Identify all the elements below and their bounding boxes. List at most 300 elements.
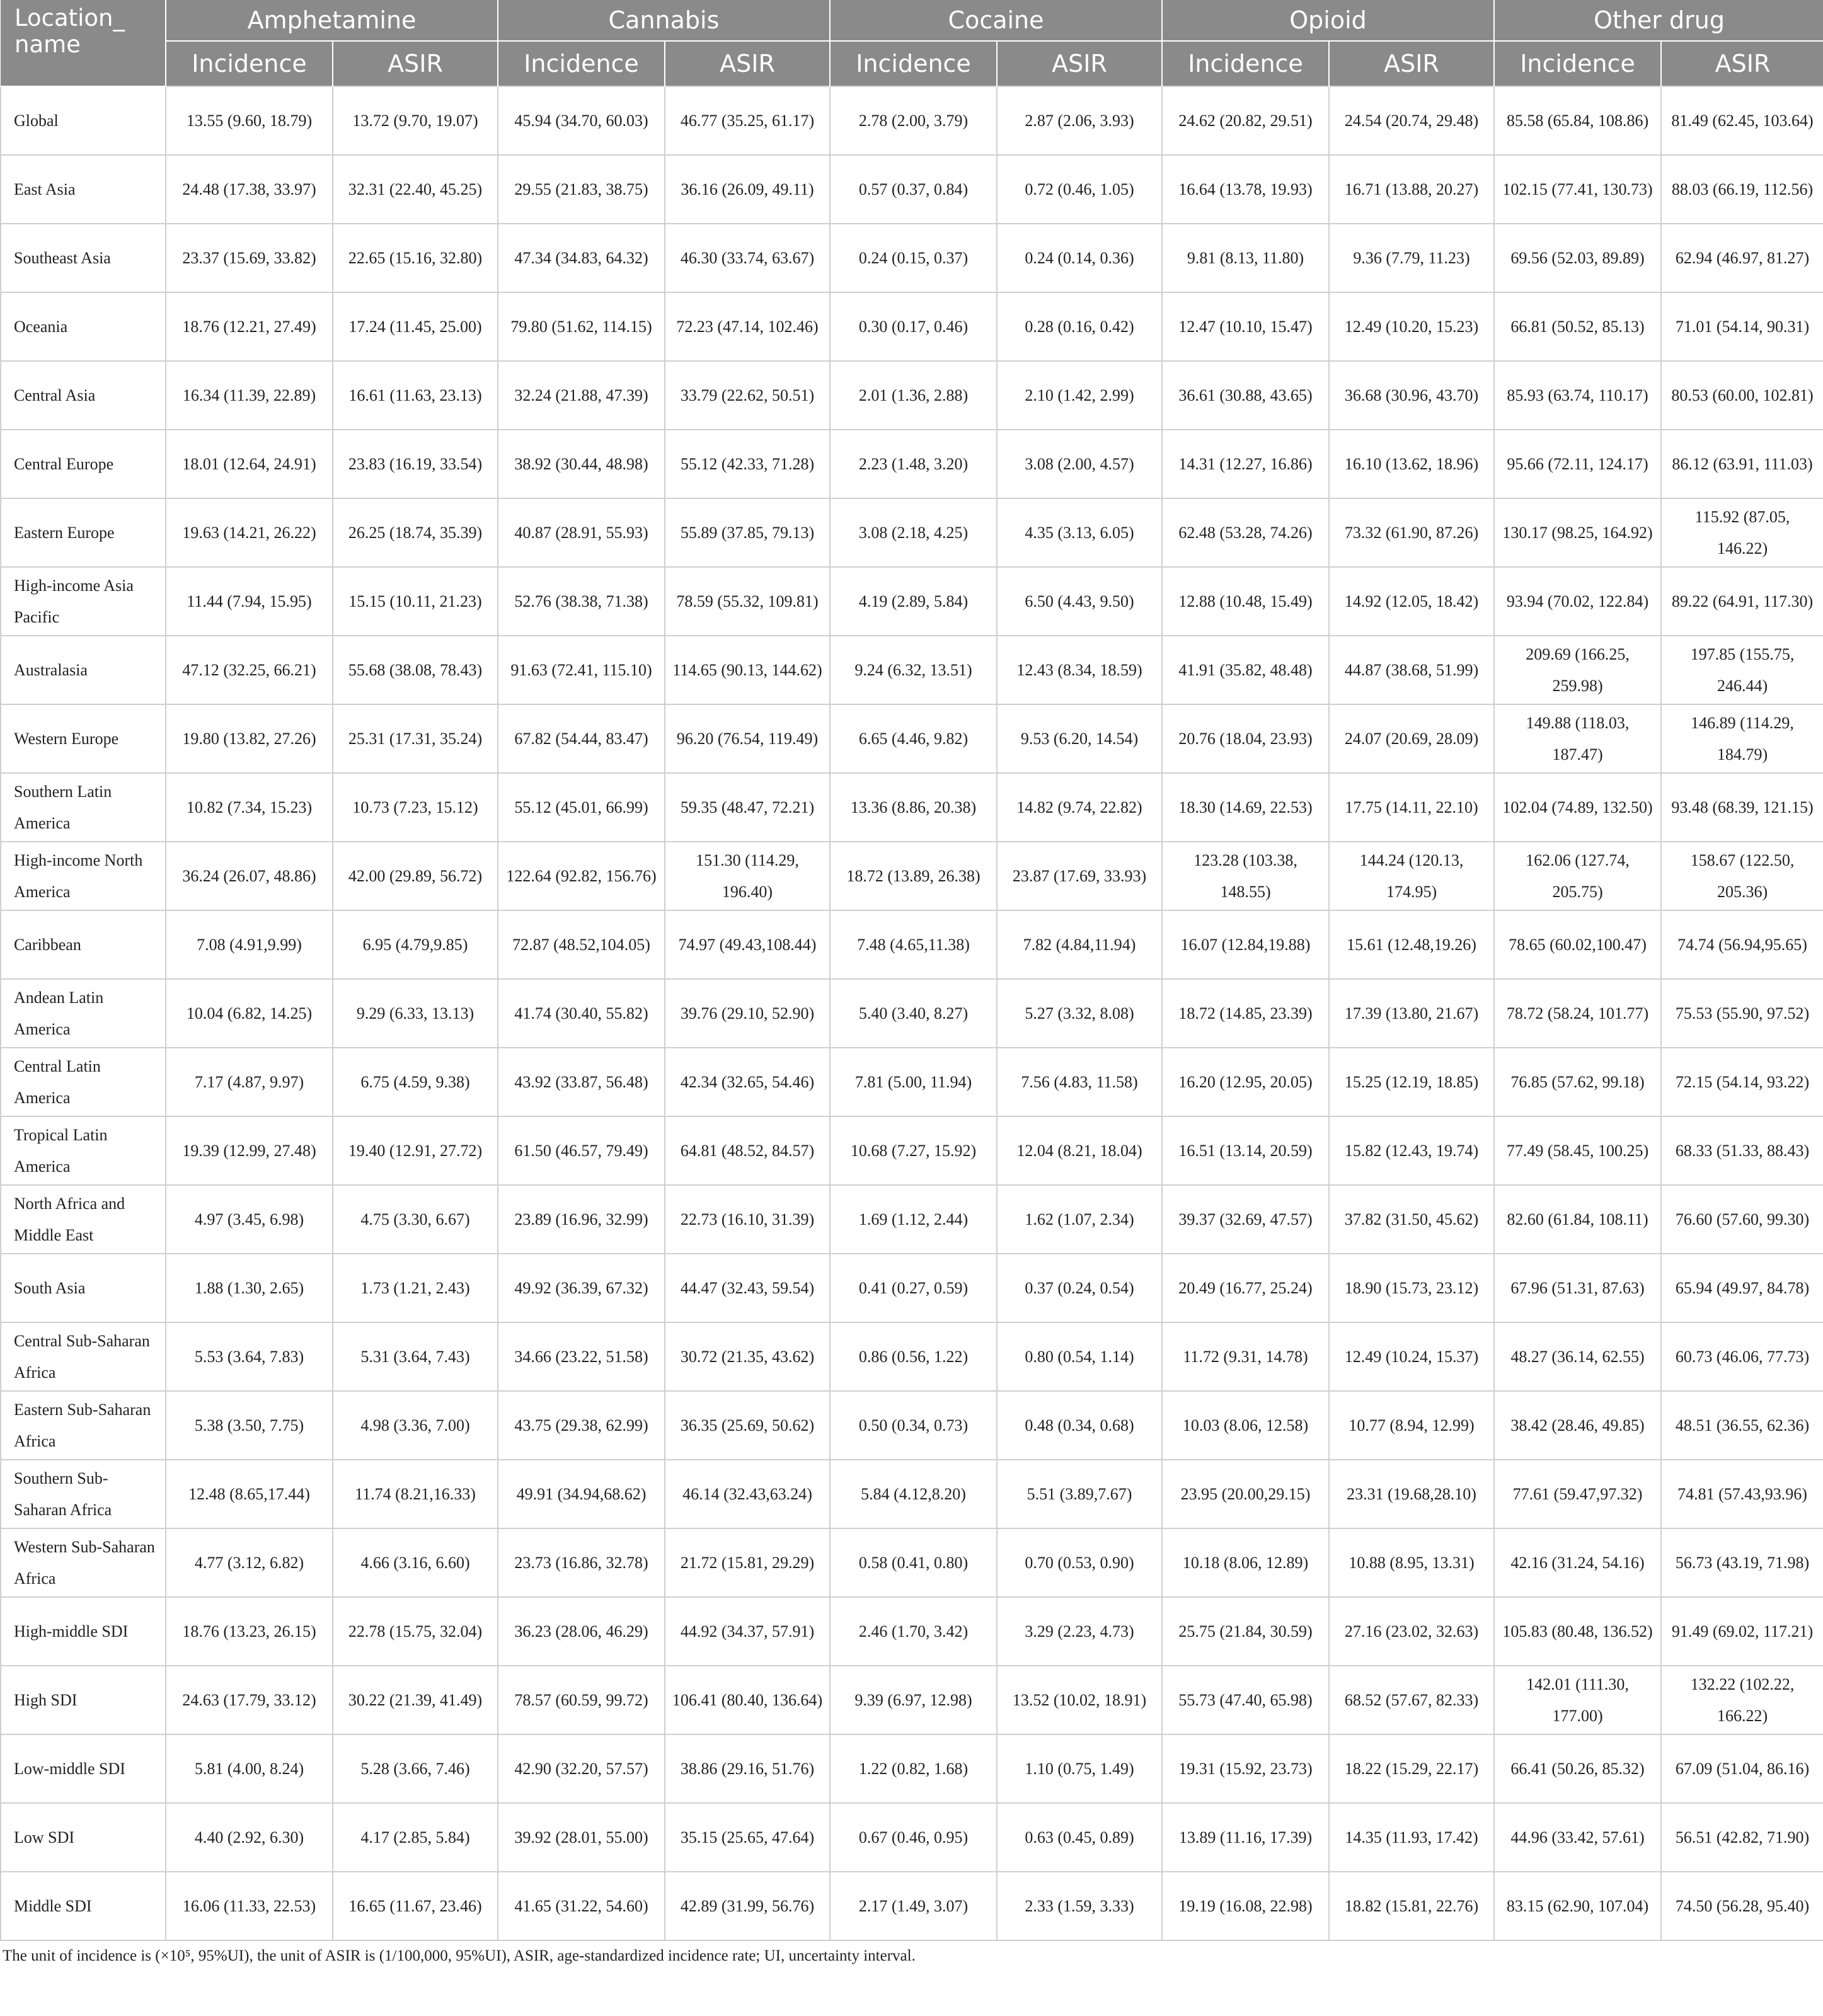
asir-cell: 68.33 (51.33, 88.43) <box>1661 1116 1823 1185</box>
asir-cell: 55.12 (42.33, 71.28) <box>665 430 830 498</box>
location-name-cell: Central Asia <box>1 361 166 430</box>
asir-cell: 22.78 (15.75, 32.04) <box>333 1597 498 1666</box>
location-name-cell: Oceania <box>1 292 166 361</box>
incidence-cell: 19.80 (13.82, 27.26) <box>166 704 333 773</box>
incidence-cell: 24.63 (17.79, 33.12) <box>166 1666 333 1734</box>
table-row <box>1 842 1823 910</box>
incidence-cell: 16.20 (12.95, 20.05) <box>1162 1048 1329 1116</box>
incidence-cell: 77.61 (59.47,97.32) <box>1494 1460 1661 1528</box>
incidence-cell: 91.63 (72.41, 115.10) <box>498 636 665 704</box>
location-name-cell: Southeast Asia <box>1 224 166 292</box>
asir-cell: 17.75 (14.11, 22.10) <box>1329 773 1494 842</box>
incidence-cell: 5.81 (4.00, 8.24) <box>166 1734 333 1803</box>
incidence-cell: 9.24 (6.32, 13.51) <box>830 636 997 704</box>
incidence-cell: 4.77 (3.12, 6.82) <box>166 1528 333 1597</box>
incidence-cell: 18.01 (12.64, 24.91) <box>166 430 333 498</box>
table-row <box>1 1803 1823 1872</box>
location-name-cell: North Africa and Middle East <box>1 1185 166 1254</box>
incidence-cell: 69.56 (52.03, 89.89) <box>1494 224 1661 292</box>
asir-cell: 4.98 (3.36, 7.00) <box>333 1391 498 1460</box>
location-name-cell: Central Europe <box>1 430 166 498</box>
incidence-cell: 9.81 (8.13, 11.80) <box>1162 224 1329 292</box>
incidence-cell: 0.24 (0.15, 0.37) <box>830 224 997 292</box>
incidence-cell: 18.76 (13.23, 26.15) <box>166 1597 333 1666</box>
asir-cell: 36.16 (26.09, 49.11) <box>665 155 830 224</box>
incidence-cell: 9.39 (6.97, 12.98) <box>830 1666 997 1734</box>
asir-cell: 24.54 (20.74, 29.48) <box>1329 86 1494 155</box>
group-header-amphetamine: Amphetamine <box>166 0 498 41</box>
subheader-incidence: Incidence <box>166 41 333 86</box>
asir-cell: 74.81 (57.43,93.96) <box>1661 1460 1823 1528</box>
asir-cell: 16.65 (11.67, 23.46) <box>333 1872 498 1940</box>
location-name-cell: Andean Latin America <box>1 979 166 1048</box>
asir-cell: 46.14 (32.43,63.24) <box>665 1460 830 1528</box>
asir-cell: 56.73 (43.19, 71.98) <box>1661 1528 1823 1597</box>
asir-cell: 4.75 (3.30, 6.67) <box>333 1185 498 1254</box>
incidence-cell: 82.60 (61.84, 108.11) <box>1494 1185 1661 1254</box>
asir-cell: 86.12 (63.91, 111.03) <box>1661 430 1823 498</box>
incidence-cell: 5.38 (3.50, 7.75) <box>166 1391 333 1460</box>
location-name-cell: Central Latin America <box>1 1048 166 1116</box>
location-name-cell: Southern Latin America <box>1 773 166 842</box>
asir-cell: 71.01 (54.14, 90.31) <box>1661 292 1823 361</box>
incidence-cell: 16.07 (12.84,19.88) <box>1162 910 1329 979</box>
asir-cell: 114.65 (90.13, 144.62) <box>665 636 830 704</box>
incidence-cell: 10.68 (7.27, 15.92) <box>830 1116 997 1185</box>
incidence-cell: 55.73 (47.40, 65.98) <box>1162 1666 1329 1734</box>
incidence-cell: 0.86 (0.56, 1.22) <box>830 1322 997 1391</box>
asir-cell: 44.87 (38.68, 51.99) <box>1329 636 1494 704</box>
incidence-cell: 0.67 (0.46, 0.95) <box>830 1803 997 1872</box>
incidence-cell: 130.17 (98.25, 164.92) <box>1494 498 1661 567</box>
asir-cell: 12.49 (10.24, 15.37) <box>1329 1322 1494 1391</box>
asir-cell: 15.82 (12.43, 19.74) <box>1329 1116 1494 1185</box>
incidence-cell: 142.01 (111.30, 177.00) <box>1494 1666 1661 1734</box>
asir-cell: 3.29 (2.23, 4.73) <box>997 1597 1162 1666</box>
incidence-cell: 7.81 (5.00, 11.94) <box>830 1048 997 1116</box>
asir-cell: 13.52 (10.02, 18.91) <box>997 1666 1162 1734</box>
incidence-cell: 95.66 (72.11, 124.17) <box>1494 430 1661 498</box>
incidence-cell: 19.19 (16.08, 22.98) <box>1162 1872 1329 1940</box>
incidence-cell: 105.83 (80.48, 136.52) <box>1494 1597 1661 1666</box>
incidence-cell: 47.34 (34.83, 64.32) <box>498 224 665 292</box>
table-row <box>1 1528 1823 1597</box>
asir-cell: 1.73 (1.21, 2.43) <box>333 1254 498 1322</box>
incidence-cell: 23.89 (16.96, 32.99) <box>498 1185 665 1254</box>
incidence-cell: 32.24 (21.88, 47.39) <box>498 361 665 430</box>
asir-cell: 14.82 (9.74, 22.82) <box>997 773 1162 842</box>
table-row <box>1 1116 1823 1185</box>
table-footnote: The unit of incidence is (×10⁵, 95%UI), the unit of ASIR is (1/100,000, 95%UI), ASIR, age-standardized incidence rate; UI, uncertainty interval. <box>3 1947 916 1964</box>
asir-cell: 0.72 (0.46, 1.05) <box>997 155 1162 224</box>
asir-cell: 55.68 (38.08, 78.43) <box>333 636 498 704</box>
asir-cell: 151.30 (114.29, 196.40) <box>665 842 830 910</box>
asir-cell: 18.90 (15.73, 23.12) <box>1329 1254 1494 1322</box>
location-name-cell: Tropical Latin America <box>1 1116 166 1185</box>
incidence-cell: 2.01 (1.36, 2.88) <box>830 361 997 430</box>
incidence-cell: 18.72 (13.89, 26.38) <box>830 842 997 910</box>
incidence-cell: 67.96 (51.31, 87.63) <box>1494 1254 1661 1322</box>
incidence-cell: 66.81 (50.52, 85.13) <box>1494 292 1661 361</box>
asir-cell: 0.70 (0.53, 0.90) <box>997 1528 1162 1597</box>
asir-cell: 15.15 (10.11, 21.23) <box>333 567 498 636</box>
incidence-cell: 122.64 (92.82, 156.76) <box>498 842 665 910</box>
asir-cell: 9.29 (6.33, 13.13) <box>333 979 498 1048</box>
asir-cell: 68.52 (57.67, 82.33) <box>1329 1666 1494 1734</box>
asir-cell: 67.09 (51.04, 86.16) <box>1661 1734 1823 1803</box>
asir-cell: 13.72 (9.70, 19.07) <box>333 86 498 155</box>
asir-cell: 89.22 (64.91, 117.30) <box>1661 567 1823 636</box>
asir-cell: 106.41 (80.40, 136.64) <box>665 1666 830 1734</box>
asir-cell: 32.31 (22.40, 45.25) <box>333 155 498 224</box>
table-row <box>1 86 1823 155</box>
asir-cell: 12.49 (10.20, 15.23) <box>1329 292 1494 361</box>
incidence-cell: 62.48 (53.28, 74.26) <box>1162 498 1329 567</box>
asir-cell: 91.49 (69.02, 117.21) <box>1661 1597 1823 1666</box>
asir-cell: 38.86 (29.16, 51.76) <box>665 1734 830 1803</box>
incidence-cell: 85.93 (63.74, 110.17) <box>1494 361 1661 430</box>
incidence-cell: 102.15 (77.41, 130.73) <box>1494 155 1661 224</box>
incidence-cell: 36.61 (30.88, 43.65) <box>1162 361 1329 430</box>
asir-cell: 18.82 (15.81, 22.76) <box>1329 1872 1494 1940</box>
asir-cell: 0.63 (0.45, 0.89) <box>997 1803 1162 1872</box>
asir-cell: 42.34 (32.65, 54.46) <box>665 1048 830 1116</box>
incidence-cell: 1.69 (1.12, 2.44) <box>830 1185 997 1254</box>
asir-cell: 73.32 (61.90, 87.26) <box>1329 498 1494 567</box>
incidence-cell: 78.65 (60.02,100.47) <box>1494 910 1661 979</box>
asir-cell: 27.16 (23.02, 32.63) <box>1329 1597 1494 1666</box>
table-row <box>1 636 1823 704</box>
table-row <box>1 1597 1823 1666</box>
subheader-incidence: Incidence <box>1494 41 1661 86</box>
incidence-cell: 24.62 (20.82, 29.51) <box>1162 86 1329 155</box>
incidence-cell: 44.96 (33.42, 57.61) <box>1494 1803 1661 1872</box>
table-body <box>1 86 1823 1940</box>
incidence-cell: 2.17 (1.49, 3.07) <box>830 1872 997 1940</box>
asir-cell: 35.15 (25.65, 47.64) <box>665 1803 830 1872</box>
asir-cell: 197.85 (155.75, 246.44) <box>1661 636 1823 704</box>
incidence-cell: 20.76 (18.04, 23.93) <box>1162 704 1329 773</box>
incidence-cell: 16.06 (11.33, 22.53) <box>166 1872 333 1940</box>
incidence-cell: 12.48 (8.65,17.44) <box>166 1460 333 1528</box>
asir-cell: 0.37 (0.24, 0.54) <box>997 1254 1162 1322</box>
location-name-cell: High-income Asia Pacific <box>1 567 166 636</box>
asir-cell: 7.82 (4.84,11.94) <box>997 910 1162 979</box>
asir-cell: 74.97 (49.43,108.44) <box>665 910 830 979</box>
incidence-cell: 85.58 (65.84, 108.86) <box>1494 86 1661 155</box>
group-header-opioid: Opioid <box>1162 0 1494 41</box>
incidence-cell: 39.92 (28.01, 55.00) <box>498 1803 665 1872</box>
asir-cell: 48.51 (36.55, 62.36) <box>1661 1391 1823 1460</box>
incidence-cell: 16.64 (13.78, 19.93) <box>1162 155 1329 224</box>
asir-cell: 56.51 (42.82, 71.90) <box>1661 1803 1823 1872</box>
incidence-cell: 5.53 (3.64, 7.83) <box>166 1322 333 1391</box>
asir-cell: 42.00 (29.89, 56.72) <box>333 842 498 910</box>
incidence-cell: 41.74 (30.40, 55.82) <box>498 979 665 1048</box>
asir-cell: 25.31 (17.31, 35.24) <box>333 704 498 773</box>
incidence-cell: 39.37 (32.69, 47.57) <box>1162 1185 1329 1254</box>
asir-cell: 65.94 (49.97, 84.78) <box>1661 1254 1823 1322</box>
location-name-cell: South Asia <box>1 1254 166 1322</box>
incidence-cell: 0.41 (0.27, 0.59) <box>830 1254 997 1322</box>
asir-cell: 5.27 (3.32, 8.08) <box>997 979 1162 1048</box>
location-name-cell: Southern Sub-Saharan Africa <box>1 1460 166 1528</box>
incidence-cell: 34.66 (23.22, 51.58) <box>498 1322 665 1391</box>
incidence-cell: 6.65 (4.46, 9.82) <box>830 704 997 773</box>
asir-cell: 0.80 (0.54, 1.14) <box>997 1322 1162 1391</box>
incidence-cell: 12.88 (10.48, 15.49) <box>1162 567 1329 636</box>
asir-cell: 64.81 (48.52, 84.57) <box>665 1116 830 1185</box>
location-name-cell: High SDI <box>1 1666 166 1734</box>
asir-cell: 37.82 (31.50, 45.62) <box>1329 1185 1494 1254</box>
table-row <box>1 1666 1823 1734</box>
location-name-cell: Western Europe <box>1 704 166 773</box>
asir-cell: 11.74 (8.21,16.33) <box>333 1460 498 1528</box>
asir-cell: 46.77 (35.25, 61.17) <box>665 86 830 155</box>
table-row <box>1 1391 1823 1460</box>
asir-cell: 23.87 (17.69, 33.93) <box>997 842 1162 910</box>
asir-cell: 4.35 (3.13, 6.05) <box>997 498 1162 567</box>
location-name-cell: Global <box>1 86 166 155</box>
asir-cell: 42.89 (31.99, 56.76) <box>665 1872 830 1940</box>
incidence-cell: 19.63 (14.21, 26.22) <box>166 498 333 567</box>
incidence-cell: 43.92 (33.87, 56.48) <box>498 1048 665 1116</box>
incidence-cell: 7.17 (4.87, 9.97) <box>166 1048 333 1116</box>
incidence-cell: 11.72 (9.31, 14.78) <box>1162 1322 1329 1391</box>
incidence-cell: 11.44 (7.94, 15.95) <box>166 567 333 636</box>
incidence-cell: 40.87 (28.91, 55.93) <box>498 498 665 567</box>
incidence-cell: 45.94 (34.70, 60.03) <box>498 86 665 155</box>
incidence-cell: 13.89 (11.16, 17.39) <box>1162 1803 1329 1872</box>
asir-cell: 30.72 (21.35, 43.62) <box>665 1322 830 1391</box>
asir-cell: 115.92 (87.05, 146.22) <box>1661 498 1823 567</box>
asir-cell: 9.36 (7.79, 11.23) <box>1329 224 1494 292</box>
location-name-cell: High-middle SDI <box>1 1597 166 1666</box>
asir-cell: 74.50 (56.28, 95.40) <box>1661 1872 1823 1940</box>
incidence-cell: 79.80 (51.62, 114.15) <box>498 292 665 361</box>
subheader-asir: ASIR <box>333 41 498 86</box>
asir-cell: 10.73 (7.23, 15.12) <box>333 773 498 842</box>
table-row <box>1 1460 1823 1528</box>
incidence-cell: 13.55 (9.60, 18.79) <box>166 86 333 155</box>
asir-cell: 72.23 (47.14, 102.46) <box>665 292 830 361</box>
asir-cell: 21.72 (15.81, 29.29) <box>665 1528 830 1597</box>
incidence-cell: 36.24 (26.07, 48.86) <box>166 842 333 910</box>
incidence-cell: 23.37 (15.69, 33.82) <box>166 224 333 292</box>
asir-cell: 22.73 (16.10, 31.39) <box>665 1185 830 1254</box>
location-name-cell: Low-middle SDI <box>1 1734 166 1803</box>
asir-cell: 1.10 (0.75, 1.49) <box>997 1734 1162 1803</box>
incidence-cell: 4.40 (2.92, 6.30) <box>166 1803 333 1872</box>
subheader-asir: ASIR <box>665 41 830 86</box>
incidence-cell: 52.76 (38.38, 71.38) <box>498 567 665 636</box>
asir-cell: 74.74 (56.94,95.65) <box>1661 910 1823 979</box>
incidence-cell: 36.23 (28.06, 46.29) <box>498 1597 665 1666</box>
asir-cell: 16.71 (13.88, 20.27) <box>1329 155 1494 224</box>
incidence-cell: 209.69 (166.25, 259.98) <box>1494 636 1661 704</box>
asir-cell: 23.31 (19.68,28.10) <box>1329 1460 1494 1528</box>
asir-cell: 5.31 (3.64, 7.43) <box>333 1322 498 1391</box>
asir-cell: 0.24 (0.14, 0.36) <box>997 224 1162 292</box>
asir-cell: 16.10 (13.62, 18.96) <box>1329 430 1494 498</box>
asir-cell: 2.33 (1.59, 3.33) <box>997 1872 1162 1940</box>
group-header-cannabis: Cannabis <box>498 0 830 41</box>
asir-cell: 96.20 (76.54, 119.49) <box>665 704 830 773</box>
location-name-cell: Middle SDI <box>1 1872 166 1940</box>
table-row <box>1 1048 1823 1116</box>
incidence-cell: 49.91 (34.94,68.62) <box>498 1460 665 1528</box>
incidence-cell: 2.78 (2.00, 3.79) <box>830 86 997 155</box>
incidence-cell: 47.12 (32.25, 66.21) <box>166 636 333 704</box>
asir-cell: 18.22 (15.29, 22.17) <box>1329 1734 1494 1803</box>
table-row <box>1 155 1823 224</box>
incidence-cell: 48.27 (36.14, 62.55) <box>1494 1322 1661 1391</box>
incidence-cell: 13.36 (8.86, 20.38) <box>830 773 997 842</box>
asir-cell: 5.51 (3.89,7.67) <box>997 1460 1162 1528</box>
asir-cell: 4.17 (2.85, 5.84) <box>333 1803 498 1872</box>
incidence-cell: 5.84 (4.12,8.20) <box>830 1460 997 1528</box>
incidence-cell: 2.23 (1.48, 3.20) <box>830 430 997 498</box>
incidence-cell: 0.50 (0.34, 0.73) <box>830 1391 997 1460</box>
asir-cell: 44.92 (34.37, 57.91) <box>665 1597 830 1666</box>
incidence-cell: 67.82 (54.44, 83.47) <box>498 704 665 773</box>
incidence-cell: 19.31 (15.92, 23.73) <box>1162 1734 1329 1803</box>
asir-cell: 9.53 (6.20, 14.54) <box>997 704 1162 773</box>
incidence-cell: 23.73 (16.86, 32.78) <box>498 1528 665 1597</box>
subheader-incidence: Incidence <box>830 41 997 86</box>
asir-cell: 146.89 (114.29, 184.79) <box>1661 704 1823 773</box>
table-row <box>1 498 1823 567</box>
asir-cell: 12.04 (8.21, 18.04) <box>997 1116 1162 1185</box>
incidence-cell: 16.51 (13.14, 20.59) <box>1162 1116 1329 1185</box>
incidence-cell: 76.85 (57.62, 99.18) <box>1494 1048 1661 1116</box>
asir-cell: 30.22 (21.39, 41.49) <box>333 1666 498 1734</box>
incidence-cell: 1.88 (1.30, 2.65) <box>166 1254 333 1322</box>
asir-cell: 75.53 (55.90, 97.52) <box>1661 979 1823 1048</box>
asir-cell: 3.08 (2.00, 4.57) <box>997 430 1162 498</box>
asir-cell: 88.03 (66.19, 112.56) <box>1661 155 1823 224</box>
location-name-cell: Low SDI <box>1 1803 166 1872</box>
table-row <box>1 1872 1823 1940</box>
incidence-cell: 7.48 (4.65,11.38) <box>830 910 997 979</box>
asir-cell: 16.61 (11.63, 23.13) <box>333 361 498 430</box>
incidence-cell: 78.57 (60.59, 99.72) <box>498 1666 665 1734</box>
incidence-cell: 61.50 (46.57, 79.49) <box>498 1116 665 1185</box>
asir-cell: 93.48 (68.39, 121.15) <box>1661 773 1823 842</box>
incidence-cell: 66.41 (50.26, 85.32) <box>1494 1734 1661 1803</box>
incidence-cell: 149.88 (118.03, 187.47) <box>1494 704 1661 773</box>
incidence-cell: 38.42 (28.46, 49.85) <box>1494 1391 1661 1460</box>
incidence-cell: 83.15 (62.90, 107.04) <box>1494 1872 1661 1940</box>
asir-cell: 5.28 (3.66, 7.46) <box>333 1734 498 1803</box>
subheader-incidence: Incidence <box>498 41 665 86</box>
table-row <box>1 910 1823 979</box>
incidence-cell: 18.76 (12.21, 27.49) <box>166 292 333 361</box>
asir-cell: 14.92 (12.05, 18.42) <box>1329 567 1494 636</box>
incidence-cell: 43.75 (29.38, 62.99) <box>498 1391 665 1460</box>
incidence-cell: 1.22 (0.82, 1.68) <box>830 1734 997 1803</box>
asir-cell: 1.62 (1.07, 2.34) <box>997 1185 1162 1254</box>
incidence-cell: 18.72 (14.85, 23.39) <box>1162 979 1329 1048</box>
incidence-cell: 102.04 (74.89, 132.50) <box>1494 773 1661 842</box>
asir-cell: 7.56 (4.83, 11.58) <box>997 1048 1162 1116</box>
asir-cell: 2.87 (2.06, 3.93) <box>997 86 1162 155</box>
asir-cell: 0.48 (0.34, 0.68) <box>997 1391 1162 1460</box>
asir-cell: 36.68 (30.96, 43.70) <box>1329 361 1494 430</box>
asir-cell: 10.77 (8.94, 12.99) <box>1329 1391 1494 1460</box>
incidence-cell: 2.46 (1.70, 3.42) <box>830 1597 997 1666</box>
table-row <box>1 1734 1823 1803</box>
location-name-cell: Australasia <box>1 636 166 704</box>
asir-cell: 39.76 (29.10, 52.90) <box>665 979 830 1048</box>
asir-cell: 15.25 (12.19, 18.85) <box>1329 1048 1494 1116</box>
incidence-cell: 10.03 (8.06, 12.58) <box>1162 1391 1329 1460</box>
table-row <box>1 773 1823 842</box>
incidence-cell: 77.49 (58.45, 100.25) <box>1494 1116 1661 1185</box>
asir-cell: 4.66 (3.16, 6.60) <box>333 1528 498 1597</box>
table-header <box>1 0 1823 86</box>
asir-cell: 72.15 (54.14, 93.22) <box>1661 1048 1823 1116</box>
asir-cell: 15.61 (12.48,19.26) <box>1329 910 1494 979</box>
asir-cell: 59.35 (48.47, 72.21) <box>665 773 830 842</box>
asir-cell: 81.49 (62.45, 103.64) <box>1661 86 1823 155</box>
asir-cell: 19.40 (12.91, 27.72) <box>333 1116 498 1185</box>
asir-cell: 6.50 (4.43, 9.50) <box>997 567 1162 636</box>
subheader-asir: ASIR <box>1329 41 1494 86</box>
location-name-cell: Caribbean <box>1 910 166 979</box>
incidence-cell: 12.47 (10.10, 15.47) <box>1162 292 1329 361</box>
asir-cell: 76.60 (57.60, 99.30) <box>1661 1185 1823 1254</box>
location-name-cell: Central Sub-Saharan Africa <box>1 1322 166 1391</box>
asir-cell: 10.88 (8.95, 13.31) <box>1329 1528 1494 1597</box>
asir-cell: 17.24 (11.45, 25.00) <box>333 292 498 361</box>
incidence-cell: 4.19 (2.89, 5.84) <box>830 567 997 636</box>
asir-cell: 78.59 (55.32, 109.81) <box>665 567 830 636</box>
table-row <box>1 979 1823 1048</box>
asir-cell: 17.39 (13.80, 21.67) <box>1329 979 1494 1048</box>
incidence-cell: 55.12 (45.01, 66.99) <box>498 773 665 842</box>
incidence-cell: 19.39 (12.99, 27.48) <box>166 1116 333 1185</box>
location-name-cell: Western Sub-Saharan Africa <box>1 1528 166 1597</box>
incidence-cell: 29.55 (21.83, 38.75) <box>498 155 665 224</box>
asir-cell: 46.30 (33.74, 63.67) <box>665 224 830 292</box>
incidence-cell: 41.65 (31.22, 54.60) <box>498 1872 665 1940</box>
incidence-cell: 20.49 (16.77, 25.24) <box>1162 1254 1329 1322</box>
incidence-cell: 23.95 (20.00,29.15) <box>1162 1460 1329 1528</box>
incidence-cell: 18.30 (14.69, 22.53) <box>1162 773 1329 842</box>
incidence-cell: 3.08 (2.18, 4.25) <box>830 498 997 567</box>
location-name-cell: East Asia <box>1 155 166 224</box>
asir-cell: 55.89 (37.85, 79.13) <box>665 498 830 567</box>
subheader-asir: ASIR <box>1661 41 1823 86</box>
table-row <box>1 1322 1823 1391</box>
incidence-cell: 78.72 (58.24, 101.77) <box>1494 979 1661 1048</box>
asir-cell: 44.47 (32.43, 59.54) <box>665 1254 830 1322</box>
subheader-incidence: Incidence <box>1162 41 1329 86</box>
location-column-header: Location_ name <box>1 0 166 86</box>
incidence-cell: 49.92 (36.39, 67.32) <box>498 1254 665 1322</box>
incidence-cell: 24.48 (17.38, 33.97) <box>166 155 333 224</box>
asir-cell: 22.65 (15.16, 32.80) <box>333 224 498 292</box>
incidence-cell: 93.94 (70.02, 122.84) <box>1494 567 1661 636</box>
incidence-cell: 5.40 (3.40, 8.27) <box>830 979 997 1048</box>
subheader-asir: ASIR <box>997 41 1162 86</box>
asir-cell: 0.28 (0.16, 0.42) <box>997 292 1162 361</box>
asir-cell: 6.95 (4.79,9.85) <box>333 910 498 979</box>
incidence-cell: 10.82 (7.34, 15.23) <box>166 773 333 842</box>
asir-cell: 14.35 (11.93, 17.42) <box>1329 1803 1494 1872</box>
table-row <box>1 430 1823 498</box>
